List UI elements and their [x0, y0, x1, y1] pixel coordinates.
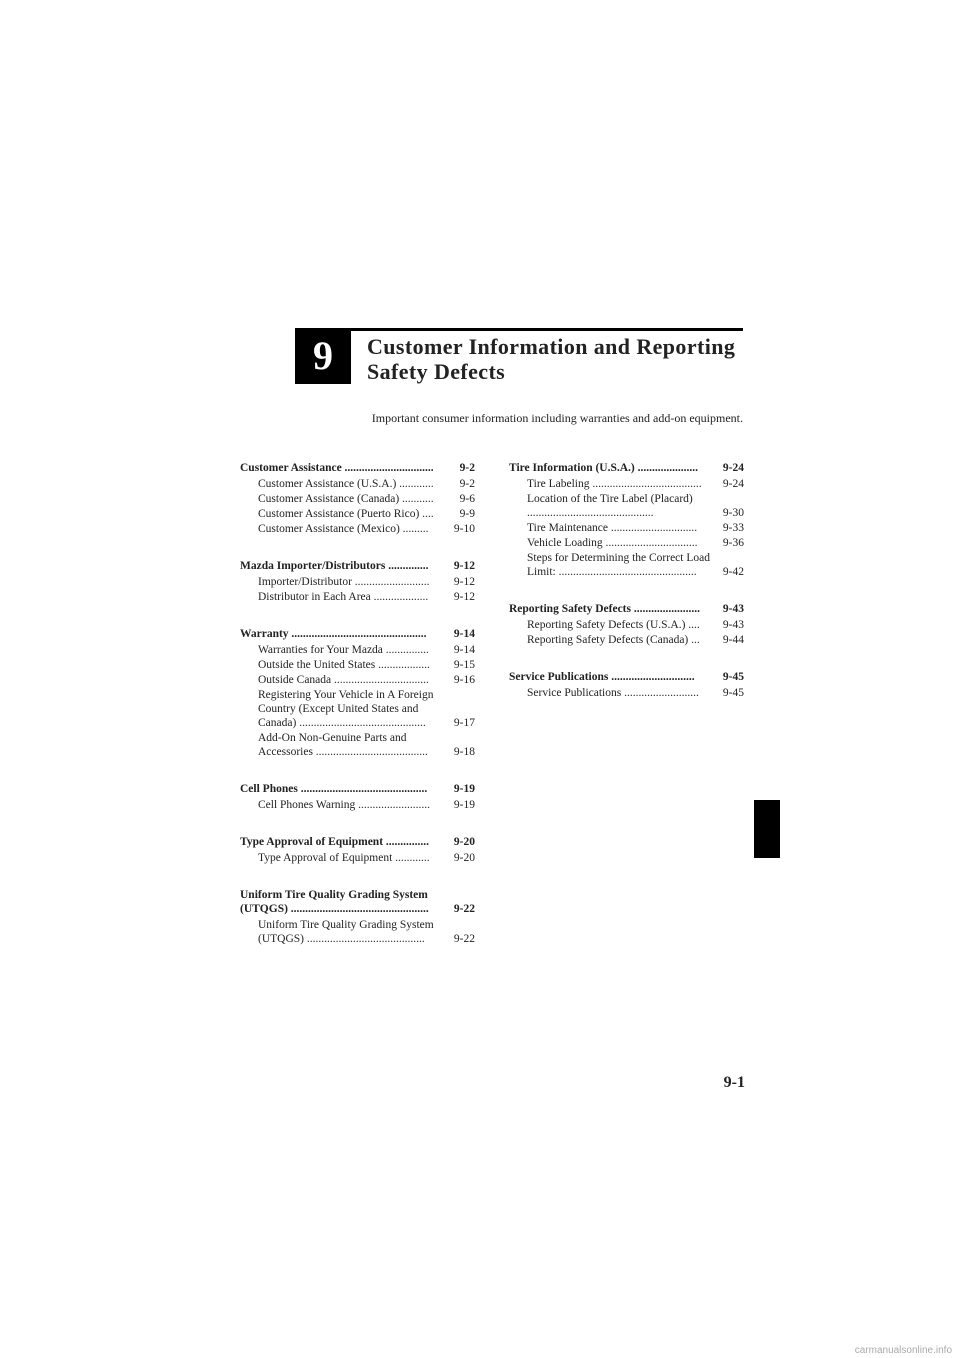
toc-section — [240, 461, 475, 536]
toc-entry-label: Outside Canada ................................. — [258, 674, 429, 686]
toc-section — [509, 602, 744, 647]
chapter-subtitle: Important consumer information including warranties and add-on equipment. — [371, 411, 743, 425]
toc-entry[interactable] — [240, 477, 475, 491]
toc-entry-label: Type Approval of Equipment ............ — [258, 852, 430, 864]
toc-entry-label: Customer Assistance (U.S.A.) ............ — [258, 478, 434, 490]
toc-entry-page: 9-20 — [453, 852, 475, 864]
toc-entry[interactable] — [240, 507, 475, 521]
toc-entry-page: 9-6 — [459, 493, 475, 505]
toc-entry[interactable] — [240, 643, 475, 657]
toc-entry[interactable] — [240, 688, 475, 730]
toc-entry-page: 9-43 — [722, 619, 744, 631]
toc-section-heading[interactable] — [240, 782, 475, 796]
toc-entry-page: 9-17 — [453, 717, 475, 729]
toc-section-heading[interactable] — [240, 559, 475, 573]
toc-entry-label: Location of the Tire Label (Placard) ............................................ — [527, 493, 693, 519]
toc-entry[interactable] — [509, 686, 744, 700]
toc-entry[interactable] — [509, 492, 744, 520]
toc-entry-label: Reporting Safety Defects ....................... — [509, 603, 700, 615]
toc-entry-label: Uniform Tire Quality Grading System (UTQGS) ......................................... — [258, 919, 434, 945]
toc-section — [240, 835, 475, 865]
watermark-text: carmanualsonline.info — [854, 1345, 952, 1356]
toc-entry[interactable] — [240, 918, 475, 946]
toc-entry-label: Distributor in Each Area ................... — [258, 591, 429, 603]
toc-section — [240, 627, 475, 759]
toc-section-heading[interactable] — [240, 835, 475, 849]
toc-entry-label: Importer/Distributor .......................... — [258, 576, 430, 588]
toc-entry-page: 9-2 — [459, 478, 475, 490]
toc-left-column — [240, 461, 475, 969]
page-number: 9-1 — [723, 1074, 745, 1091]
toc-entry-label: Warranty ............................................... — [240, 628, 427, 640]
toc-entry-page: 9-22 — [453, 933, 475, 945]
toc-entry-page: 9-33 — [722, 522, 744, 534]
chapter-title — [367, 334, 747, 384]
toc-entry-page: 9-9 — [459, 508, 475, 520]
toc-section — [509, 461, 744, 579]
toc-section — [240, 782, 475, 812]
toc-entry-page: 9-44 — [722, 634, 744, 646]
toc-entry[interactable] — [509, 477, 744, 491]
toc-entry-page: 9-24 — [722, 462, 744, 474]
toc-entry-label: Customer Assistance (Puerto Rico) .... — [258, 508, 434, 520]
toc-section-heading[interactable] — [240, 627, 475, 641]
toc-entry-label: Service Publications ............................. — [509, 671, 695, 683]
toc-entry-label: Cell Phones ............................................ — [240, 783, 428, 795]
toc-section — [509, 670, 744, 700]
toc-entry-page: 9-36 — [722, 537, 744, 549]
toc-entry-page: 9-20 — [453, 836, 475, 848]
toc-entry[interactable] — [509, 521, 744, 535]
toc-entry-label: Service Publications .......................... — [527, 687, 699, 699]
chapter-number: 9 — [313, 333, 333, 378]
toc-entry-label: Reporting Safety Defects (U.S.A.) .... — [527, 619, 700, 631]
toc-entry-label: Customer Assistance (Mexico) ......... — [258, 523, 429, 535]
toc-entry-page: 9-14 — [453, 628, 475, 640]
toc-entry-label: Customer Assistance (Canada) ........... — [258, 493, 434, 505]
toc-entry-page: 9-24 — [722, 478, 744, 490]
toc-entry-label: Mazda Importer/Distributors .............. — [240, 560, 429, 572]
toc-entry-label: Type Approval of Equipment ............... — [240, 836, 430, 848]
toc-entry-label: Cell Phones Warning ......................... — [258, 799, 430, 811]
chapter-title-line-1: Customer Information and Reporting — [367, 334, 736, 359]
toc-section-heading[interactable] — [509, 461, 744, 475]
toc-entry[interactable] — [240, 673, 475, 687]
toc-entry-page: 9-18 — [453, 746, 475, 758]
toc-entry-label: Tire Maintenance .............................. — [527, 522, 698, 534]
toc-section-heading[interactable] — [509, 670, 744, 684]
toc-entry-label: Uniform Tire Quality Grading System (UTQGS) ................................................ — [240, 889, 429, 915]
toc-entry-label: Reporting Safety Defects (Canada) ... — [527, 634, 700, 646]
toc-entry-page: 9-10 — [453, 523, 475, 535]
toc-entry-page: 9-19 — [453, 783, 475, 795]
toc-entry[interactable] — [509, 633, 744, 647]
toc-section-heading[interactable] — [240, 888, 475, 916]
chapter-number-box — [295, 328, 351, 384]
toc-entry-page: 9-15 — [453, 659, 475, 671]
toc-entry-page: 9-43 — [722, 603, 744, 615]
toc-entry-label: Vehicle Loading ................................ — [527, 537, 698, 549]
toc-entry-page: 9-22 — [453, 903, 475, 915]
toc-entry[interactable] — [240, 658, 475, 672]
toc-entry-page: 9-14 — [453, 644, 475, 656]
toc-entry-label: Warranties for Your Mazda ............... — [258, 644, 429, 656]
toc-entry-page: 9-12 — [453, 576, 475, 588]
toc-entry[interactable] — [240, 590, 475, 604]
toc-entry[interactable] — [240, 851, 475, 865]
toc-entry-label: Tire Labeling ...................................... — [527, 478, 702, 490]
toc-entry[interactable] — [240, 575, 475, 589]
toc-entry-label: Registering Your Vehicle in A Foreign Country (Except United States and Canada) ............................................ — [258, 689, 434, 729]
toc-section — [240, 888, 475, 946]
toc-entry[interactable] — [240, 798, 475, 812]
toc-entry-label: Add-On Non-Genuine Parts and Accessories ....................................... — [258, 732, 428, 758]
toc-entry-page: 9-45 — [722, 687, 744, 699]
chapter-side-tab — [754, 800, 780, 858]
toc-entry-label: Customer Assistance ............................... — [240, 462, 434, 474]
chapter-title-line-2: Safety Defects — [367, 359, 506, 384]
toc-entry[interactable] — [509, 618, 744, 632]
toc-entry-page: 9-12 — [453, 560, 475, 572]
toc-entry-page: 9-2 — [459, 462, 475, 474]
toc-entry-page: 9-19 — [453, 799, 475, 811]
toc-entry-page: 9-12 — [453, 591, 475, 603]
toc-entry[interactable] — [240, 731, 475, 759]
toc-right-column — [509, 461, 744, 723]
toc-entry-page: 9-16 — [453, 674, 475, 686]
toc-entry-page: 9-42 — [722, 566, 744, 578]
toc-entry[interactable] — [509, 536, 744, 550]
toc-entry[interactable] — [509, 551, 744, 579]
toc-entry-page: 9-30 — [722, 507, 744, 519]
toc-section-heading[interactable] — [509, 602, 744, 616]
header-rule — [351, 328, 743, 331]
toc-entry[interactable] — [240, 522, 475, 536]
toc-entry[interactable] — [240, 492, 475, 506]
toc-section-heading[interactable] — [240, 461, 475, 475]
toc-entry-label: Outside the United States .................. — [258, 659, 430, 671]
toc-entry-label: Tire Information (U.S.A.) ..................... — [509, 462, 699, 474]
toc-entry-label: Steps for Determining the Correct Load Limit: ................................................ — [527, 552, 710, 578]
toc-entry-page: 9-45 — [722, 671, 744, 683]
toc-section — [240, 559, 475, 604]
